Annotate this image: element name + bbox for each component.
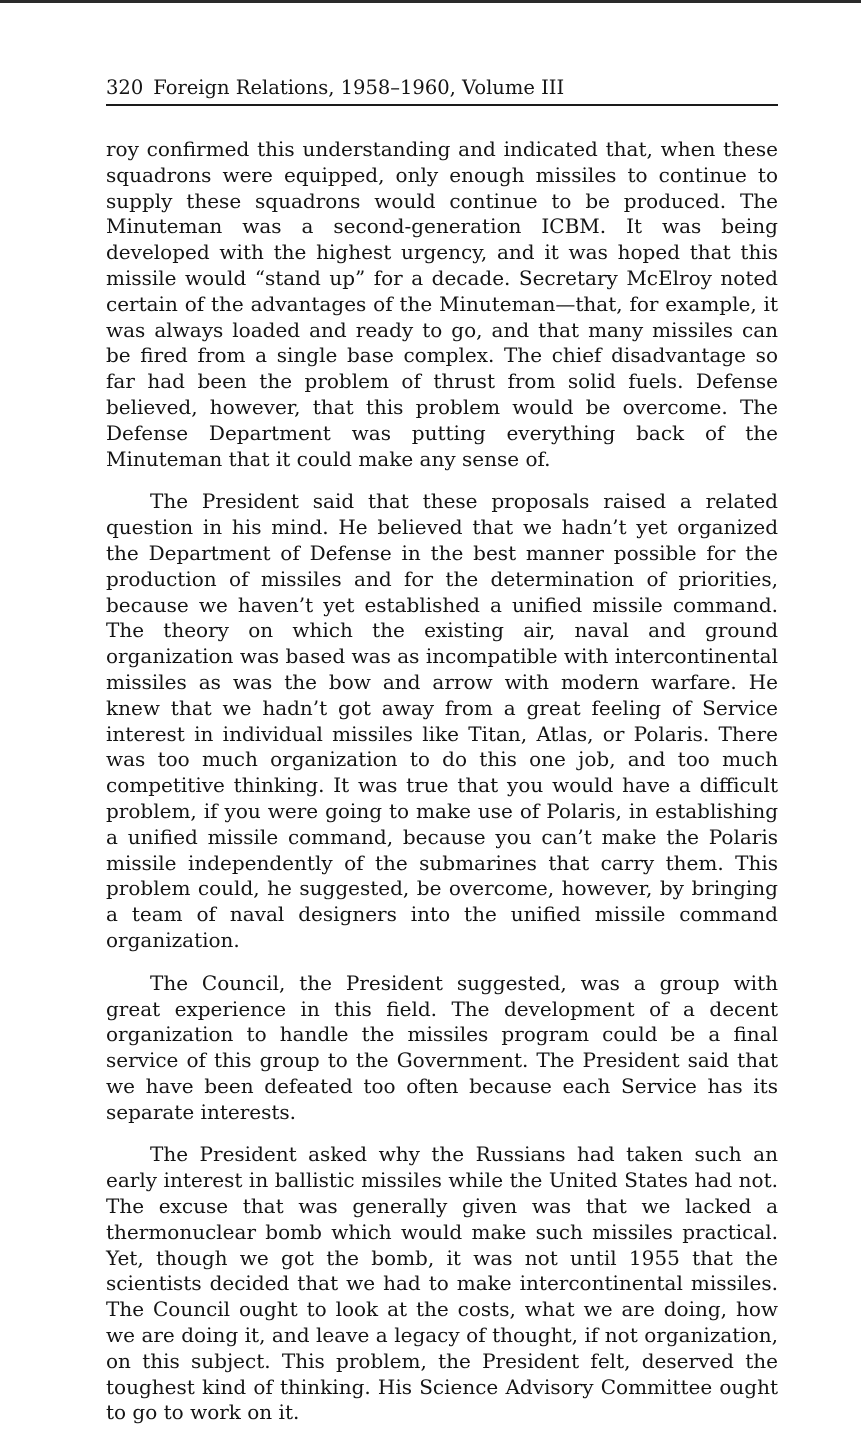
paragraph: The Council, the President suggested, was a group with great experience in this field. The development of a decent organization to handle the missiles program could be a final service of this group to the Government. The President said that we have been defeated too often because each Service has its separate interests.: [106, 970, 778, 1124]
paragraph: The President said that these proposals raised a related question in his mind. He believed that we hadn’t yet organized the Department of Defense in the best manner possible for the production of missiles and for the determination of priorities, because we haven’t yet established a unified missile command. The theory on which the existing air, naval and ground organization was based was as incompatible with intercontinental missiles as was the bow and arrow with modern warfare. He knew that we hadn’t got away from a great feeling of Service interest in individual missiles like Titan, Atlas, or Polaris. There was too much organization to do this one job, and too much competitive thinking. It was true that you would have a difficult problem, if you were going to make use of Polaris, in establishing a unified missile command, because you can’t make the Polaris missile independently of the submarines that carry them. This problem could, he suggested, be overcome, however, by bringing a team of naval designers into the unified missile command organization.: [106, 489, 778, 952]
page-top-edge: [0, 0, 861, 3]
volume-title: Foreign Relations, 1958–1960, Volume III: [153, 76, 565, 99]
page-number: 320: [106, 76, 144, 99]
paragraph: The President asked why the Russians had taken such an early interest in ballistic missiles while the United States had not. The excuse that was generally given was that we lacked a thermonuclear bomb which would make such missiles practical. Yet, though we got the bomb, it was not until 1955 that the scientists decided that we had to make intercontinental missiles. The Council ought to look at the costs, what we are doing, how we are doing it, and leave a legacy of thought, if not organization, on this subject. This problem, the President felt, deserved the toughest kind of thinking. His Science Advisory Committee ought to go to work on it.: [106, 1142, 778, 1425]
running-head: [106, 76, 778, 106]
document-body: [106, 137, 778, 1443]
paragraph-continuation: roy confirmed this understanding and indicated that, when these squadrons were equipped, only enough missiles to continue to supply these squadrons would continue to be produced. The Minuteman was a second-generation ICBM. It was being developed with the highest urgency, and it was hoped that this missile would “stand up” for a decade. Secretary McElroy noted certain of the advantages of the Minuteman—that, for example, it was always loaded and ready to go, and that many missiles can be fired from a single base complex. The chief disadvantage so far had been the problem of thrust from solid fuels. Defense believed, however, that this problem would be overcome. The Defense Department was putting everything back of the Minuteman that it could make any sense of.: [106, 137, 778, 471]
